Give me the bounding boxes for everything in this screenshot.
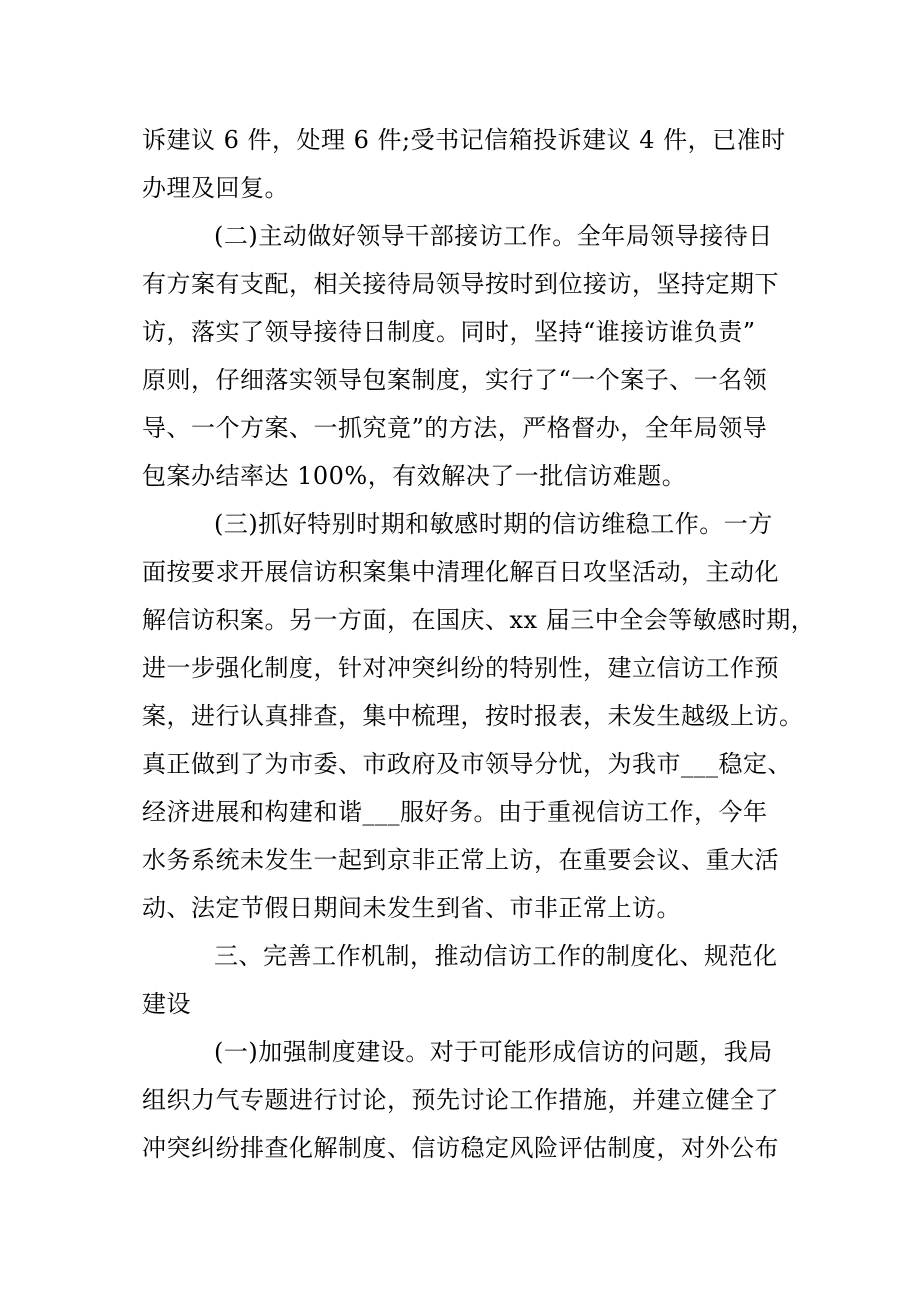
text-line: 建设 <box>142 990 191 1018</box>
text-line: 组织力气专题进行讨论，预先讨论工作措施，并建立健全了 <box>142 1086 779 1114</box>
text-line: 三、完善工作机制，推动信访工作的制度化、规范化 <box>214 942 778 970</box>
text-line: 办理及回复。 <box>142 174 289 202</box>
section-heading-mechanism <box>142 932 782 1028</box>
text-line: 导、一个方案、一抓究竟”的方法，严格督办，全年局领导 <box>142 414 768 442</box>
text-line: 包案办结率达 100%，有效解决了一批信访难题。 <box>142 462 687 490</box>
text-line: 冲突纠纷排查化解制度、信访稳定风险评估制度，对外公布 <box>142 1134 779 1162</box>
text-line: 诉建议 6 件，处理 6 件;受书记信箱投诉建议 4 件，已准时 <box>142 126 786 154</box>
text-line: 真正做到了为市委、市政府及市领导分忧，为我市___稳定、 <box>142 750 792 778</box>
text-line: (一)加强制度建设。对于可能形成信访的问题，我局 <box>214 1038 773 1066</box>
text-line: 面按要求开展信访积案集中清理化解百日攻坚活动，主动化 <box>142 558 779 586</box>
text-line: 经济进展和构建和谐___服好务。由于重视信访工作，今年 <box>142 798 768 826</box>
text-line: 访，落实了领导接待日制度。同时，坚持“谁接访谁负责” <box>142 318 756 346</box>
document-body <box>142 116 816 1172</box>
text-line: 进一步强化制度，针对冲突纠纷的特别性，建立信访工作预 <box>142 654 779 682</box>
text-line: 动、法定节假日期间未发生到省、市非正常上访。 <box>142 894 681 922</box>
text-line: 原则，仔细落实领导包案制度，实行了“一个案子、一名领 <box>142 366 768 394</box>
paragraph-leader-reception <box>142 212 782 500</box>
paragraph-complaint-handling <box>142 116 786 212</box>
paragraph-system-building <box>142 1028 782 1172</box>
text-line: 解信访积案。另一方面，在国庆、xx 届三中全会等敏感时期， <box>142 606 816 634</box>
text-line: (三)抓好特别时期和敏感时期的信访维稳工作。一方 <box>214 510 773 538</box>
text-line: 有方案有支配，相关接待局领导按时到位接访，坚持定期下 <box>142 270 779 298</box>
text-line: 水务系统未发生一起到京非正常上访，在重要会议、重大活 <box>142 846 779 874</box>
text-line: (二)主动做好领导干部接访工作。全年局领导接待日 <box>214 222 773 250</box>
text-line: 案，进行认真排查，集中梳理，按时报表，未发生越级上访。 <box>142 702 804 730</box>
paragraph-sensitive-periods <box>142 500 816 932</box>
